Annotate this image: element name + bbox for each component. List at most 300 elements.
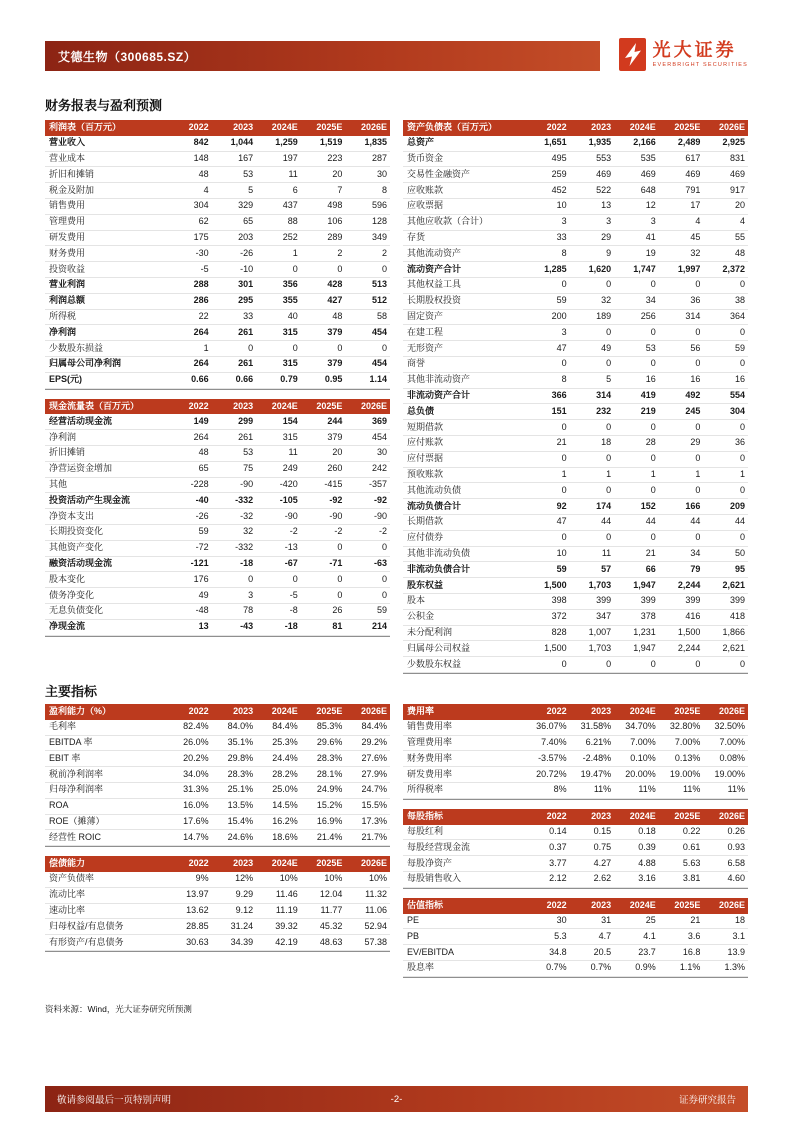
table-row	[45, 509, 390, 525]
cell-value: 0.9%	[635, 962, 656, 973]
cell-value: 1,620	[588, 263, 612, 274]
column-header: 2025E	[316, 706, 343, 716]
cell-value: 53	[645, 342, 656, 353]
cell-value: 223	[327, 153, 343, 164]
column-header: 2023	[233, 858, 254, 869]
row-label: EBITDA 率	[49, 737, 93, 748]
cell-value: 264	[193, 431, 209, 442]
cell-value: 24.7%	[361, 784, 387, 795]
row-label: 无形资产	[407, 342, 444, 353]
cell-value: 495	[551, 153, 567, 164]
cell-value: 419	[640, 390, 656, 401]
cell-value: -32	[240, 510, 254, 521]
cell-value: 14.5%	[272, 800, 298, 811]
cell-value: -121	[190, 558, 209, 569]
cell-value: 7	[337, 184, 343, 195]
cell-value: 0	[606, 279, 612, 290]
cell-value: 81	[332, 621, 343, 632]
cell-value: 1,703	[588, 642, 612, 653]
cell-value: 8	[381, 184, 387, 195]
row-label: 营业成本	[49, 153, 86, 164]
table-row	[45, 246, 390, 262]
cell-value: 260	[327, 463, 343, 474]
indicator-tables-section	[45, 704, 748, 978]
column-header: 2026E	[360, 400, 387, 411]
cell-value: 437	[282, 200, 298, 211]
cell-value: 0	[650, 358, 656, 369]
row-label: 股本变化	[49, 573, 86, 584]
cell-value: 174	[596, 500, 612, 511]
table-row	[403, 547, 748, 563]
cell-value: 9%	[195, 873, 209, 884]
table-row	[403, 961, 748, 977]
cell-value: 9.29	[235, 889, 254, 900]
row-label: 净利润	[49, 326, 77, 337]
cell-value: 16.2%	[272, 816, 298, 827]
cell-value: 11.32	[365, 889, 387, 900]
cell-value: 28.3%	[316, 752, 343, 763]
table-row	[45, 373, 390, 389]
cell-value: -90	[284, 510, 298, 521]
cell-value: -332	[235, 494, 254, 505]
cell-value: 31	[601, 915, 612, 926]
row-label: 投资活动产生现金流	[49, 494, 131, 505]
cell-value: 1,947	[633, 579, 656, 590]
row-label: 所得税率	[407, 784, 444, 795]
cell-value: 128	[371, 216, 387, 227]
cell-value: 0.66	[191, 374, 209, 385]
table-row	[403, 136, 748, 152]
table-row	[45, 215, 390, 231]
cell-value: 13	[198, 621, 209, 632]
table-row	[45, 557, 390, 573]
cell-value: 15.2%	[316, 800, 343, 811]
cell-value: 0	[561, 658, 567, 669]
row-label: 每股红利	[407, 826, 444, 837]
cell-value: -90	[373, 510, 387, 521]
solvency-table	[45, 856, 390, 952]
cell-value: 16	[734, 374, 745, 385]
cell-value: -92	[329, 494, 343, 505]
brand-logo	[619, 38, 748, 71]
cell-value: 5	[248, 184, 254, 195]
table-row	[45, 493, 390, 509]
cell-value: 2,244	[677, 579, 701, 590]
cell-value: 7.00%	[674, 737, 701, 748]
cell-value: 197	[282, 153, 298, 164]
table-row	[403, 562, 748, 578]
row-label: ROE（摊薄）	[49, 816, 105, 827]
cell-value: 3.16	[638, 873, 656, 884]
cell-value: 0	[695, 358, 701, 369]
cell-value: 13.9	[727, 946, 745, 957]
column-header: 2024E	[629, 706, 656, 716]
cell-value: 167	[238, 153, 254, 164]
row-label: 归属母公司净利润	[49, 358, 122, 369]
table-row	[45, 872, 390, 888]
cell-value: 20	[734, 200, 745, 211]
cell-value: 0	[739, 279, 745, 290]
cell-value: -30	[195, 247, 209, 258]
cell-value: -228	[190, 479, 209, 490]
table-header-row	[403, 120, 748, 136]
left-column	[45, 120, 390, 674]
table-row	[403, 231, 748, 247]
table-row	[45, 152, 390, 168]
cell-value: 200	[551, 311, 567, 322]
income-statement-table	[45, 120, 390, 390]
row-label: 研发费用	[49, 232, 86, 243]
cell-value: 314	[685, 311, 701, 322]
cell-value: 154	[282, 415, 298, 426]
cell-value: 35.1%	[227, 737, 254, 748]
cell-value: 82.4%	[183, 721, 209, 732]
cell-value: 16	[645, 374, 656, 385]
cell-value: 1.3%	[724, 962, 745, 973]
row-label: 毛利率	[49, 721, 77, 732]
cell-value: 0	[292, 342, 298, 353]
cell-value: 19.00%	[714, 768, 745, 779]
cell-value: 8	[561, 247, 567, 258]
cell-value: 0.39	[638, 841, 656, 852]
cell-value: 30	[556, 915, 567, 926]
column-header: 2025E	[316, 858, 343, 869]
row-label: 有形资产/有息债务	[49, 936, 124, 947]
cell-value: 245	[685, 405, 701, 416]
cell-value: 10	[556, 548, 567, 559]
table-row	[45, 919, 390, 935]
cell-value: 95	[734, 563, 745, 574]
table-row	[45, 446, 390, 462]
cell-value: 44	[690, 516, 701, 527]
cell-value: 9.12	[235, 905, 254, 916]
cell-value: 10	[556, 200, 567, 211]
cell-value: 14.7%	[183, 831, 209, 842]
cell-value: 0	[650, 326, 656, 337]
cell-value: 59	[376, 605, 387, 616]
cell-value: -67	[284, 558, 298, 569]
cell-value: 58	[376, 311, 387, 322]
cell-value: 10%	[279, 873, 298, 884]
row-label: 其他流动资产	[407, 247, 462, 258]
cell-value: 0.37	[549, 841, 567, 852]
table-row	[45, 136, 390, 152]
cell-value: 24.9%	[316, 784, 343, 795]
cell-value: 21	[645, 548, 656, 559]
cell-value: 0	[292, 573, 298, 584]
row-label: 其他权益工具	[407, 279, 462, 290]
cell-value: 513	[371, 279, 387, 290]
table-row	[403, 167, 748, 183]
cell-value: 53	[243, 447, 254, 458]
table-row	[45, 751, 390, 767]
cell-value: 32.80%	[669, 721, 701, 732]
table-row	[403, 468, 748, 484]
row-label: 应付账款	[407, 437, 444, 448]
cell-value: 29	[690, 437, 701, 448]
table-row	[403, 929, 748, 945]
cell-value: 244	[327, 415, 343, 426]
cell-value: 1,500	[544, 579, 567, 590]
table-header-row	[45, 856, 390, 872]
cell-value: 6.58	[727, 857, 745, 868]
row-label: 营业利润	[49, 279, 86, 290]
table-row	[45, 767, 390, 783]
cell-value: -26	[195, 510, 209, 521]
row-label: 预收账款	[407, 469, 444, 480]
cell-value: 366	[551, 390, 567, 401]
cell-value: 32	[690, 247, 701, 258]
cell-value: 209	[729, 500, 745, 511]
cell-value: 0	[381, 573, 387, 584]
cell-value: 0	[650, 421, 656, 432]
table-row	[403, 357, 748, 373]
cell-value: 1,044	[230, 137, 254, 148]
cell-value: 25.3%	[272, 737, 298, 748]
table-title: 资产负债表（百万元）	[407, 122, 498, 132]
table-row	[403, 499, 748, 515]
cell-value: 189	[596, 311, 612, 322]
cell-value: 3.6	[687, 930, 701, 941]
cell-value: 0	[606, 421, 612, 432]
cell-value: 9	[606, 247, 612, 258]
cell-value: 0	[381, 342, 387, 353]
row-label: 归母权益/有息债务	[49, 920, 124, 931]
cell-value: 30	[376, 447, 387, 458]
cell-value: 175	[193, 232, 209, 243]
cell-value: 40	[287, 311, 298, 322]
table-row	[403, 736, 748, 752]
cell-value: 48	[198, 168, 209, 179]
cell-value: 149	[193, 415, 209, 426]
cell-value: -48	[195, 605, 209, 616]
per-share-table	[403, 809, 748, 889]
cell-value: 13.97	[186, 889, 209, 900]
cell-value: 454	[371, 358, 387, 369]
cell-value: 13.5%	[227, 800, 254, 811]
cell-value: 0	[381, 542, 387, 553]
cell-value: 17.3%	[361, 816, 387, 827]
row-label: 管理费用率	[407, 737, 453, 748]
cell-value: 0.13%	[674, 752, 701, 763]
cell-value: 0.10%	[630, 752, 656, 763]
row-label: 所得税	[49, 311, 77, 322]
cell-value: 0	[650, 279, 656, 290]
cell-value: 152	[640, 500, 656, 511]
cell-value: 27.6%	[361, 752, 387, 763]
row-label: 折旧和摊销	[49, 168, 95, 179]
table-row	[403, 657, 748, 673]
cell-value: 0	[739, 658, 745, 669]
row-label: EBIT 率	[49, 752, 81, 763]
brand-text	[653, 41, 748, 69]
column-header: 2023	[591, 706, 612, 716]
cell-value: -26	[240, 247, 254, 258]
cell-value: 315	[282, 431, 298, 442]
table-row	[45, 294, 390, 310]
cell-value: 3	[561, 326, 567, 337]
cell-value: 39.32	[275, 920, 298, 931]
column-header: 2026E	[360, 706, 387, 716]
row-label: 其他应收款（合计）	[407, 216, 489, 227]
cell-value: 16.0%	[183, 800, 209, 811]
cell-value: 25.1%	[227, 784, 254, 795]
cell-value: 492	[685, 390, 701, 401]
cell-value: -2	[289, 526, 298, 537]
cell-value: 399	[640, 595, 656, 606]
cell-value: 329	[238, 200, 254, 211]
cell-value: 16.8	[682, 946, 701, 957]
cell-value: 0	[337, 542, 343, 553]
cell-value: 24.4%	[272, 752, 298, 763]
cell-value: 418	[729, 611, 745, 622]
cell-value: 7.00%	[719, 737, 745, 748]
cell-value: 49	[601, 342, 612, 353]
table-row	[45, 357, 390, 373]
table-row	[403, 767, 748, 783]
cell-value: 553	[596, 153, 612, 164]
cell-value: 52.94	[364, 920, 387, 931]
cell-value: 11%	[727, 784, 745, 795]
table-row	[403, 404, 748, 420]
cell-value: 261	[238, 431, 254, 442]
cell-value: 50	[734, 548, 745, 559]
column-header: 2022	[188, 706, 209, 716]
row-label: 经营性 ROIC	[49, 831, 102, 842]
cell-value: 65	[198, 463, 209, 474]
column-header: 2023	[233, 122, 254, 132]
cell-value: -415	[324, 479, 343, 490]
balance-sheet-table	[403, 120, 748, 674]
cell-value: 21.4%	[316, 831, 343, 842]
cell-value: 1	[606, 469, 612, 480]
cell-value: 416	[685, 611, 701, 622]
cell-value: 4.27	[593, 857, 612, 868]
cell-value: 596	[371, 200, 387, 211]
row-label: 每股净资产	[407, 857, 453, 868]
column-header: 2023	[233, 706, 254, 716]
cell-value: 1,703	[588, 579, 612, 590]
column-header: 2023	[233, 400, 254, 411]
cell-value: 20.00%	[625, 768, 656, 779]
column-header: 2022	[188, 122, 209, 132]
cell-value: 31.24	[230, 920, 254, 931]
cell-value: 45	[690, 232, 701, 243]
cell-value: 15.5%	[361, 800, 387, 811]
table-row	[45, 541, 390, 557]
cell-value: 5.63	[682, 857, 701, 868]
table-row	[45, 888, 390, 904]
cell-value: 0	[337, 263, 343, 274]
cell-value: 831	[729, 153, 745, 164]
table-row	[45, 830, 390, 846]
cell-value: 8%	[553, 784, 567, 795]
cell-value: 0	[561, 532, 567, 543]
row-label: 归属母公司权益	[407, 642, 471, 653]
table-row	[45, 278, 390, 294]
cell-value: 29.2%	[361, 737, 387, 748]
table-row	[403, 751, 748, 767]
cell-value: 299	[238, 415, 254, 426]
row-label: 少数股东权益	[407, 658, 462, 669]
row-label: 商誉	[407, 358, 426, 369]
row-label: 非流动负债合计	[407, 563, 471, 574]
cell-value: 0.18	[638, 826, 656, 837]
column-header: 2022	[188, 400, 209, 411]
row-label: 流动比率	[49, 889, 86, 900]
cell-value: 34	[690, 548, 701, 559]
cell-value: 11.06	[365, 905, 387, 916]
cell-value: 57.38	[364, 936, 387, 947]
row-label: ROA	[49, 800, 69, 811]
cell-value: 20.72%	[536, 768, 567, 779]
cell-value: 289	[327, 232, 343, 243]
cell-value: 1,947	[633, 642, 656, 653]
table-row	[403, 452, 748, 468]
table-row	[45, 620, 390, 636]
row-label: 流动负债合计	[407, 500, 462, 511]
cell-value: 48	[332, 311, 343, 322]
table-row	[45, 935, 390, 951]
table-row	[403, 325, 748, 341]
cell-value: 0.22	[682, 826, 701, 837]
cell-value: 34.39	[230, 936, 254, 947]
cell-value: 0	[695, 279, 701, 290]
table-title: 利润表（百万元）	[49, 122, 122, 132]
cell-value: 19.00%	[669, 768, 701, 779]
column-header: 2026E	[718, 899, 745, 910]
cell-value: 13.62	[186, 905, 209, 916]
right-column-indicators	[403, 704, 748, 978]
row-label: 管理费用	[49, 216, 86, 227]
cell-value: 4.88	[638, 857, 656, 868]
cell-value: -2	[378, 526, 387, 537]
cell-value: 29.6%	[316, 737, 343, 748]
column-header: 2024E	[629, 122, 656, 132]
column-header: 2022	[546, 706, 567, 716]
cell-value: -63	[373, 558, 387, 569]
table-row	[45, 167, 390, 183]
cell-value: 84.0%	[227, 721, 254, 732]
cell-value: 22	[198, 311, 209, 322]
cell-value: 0.93	[727, 841, 745, 852]
cell-value: 315	[282, 358, 298, 369]
cell-value: 261	[238, 358, 254, 369]
cell-value: 85.3%	[316, 721, 343, 732]
cell-value: 287	[371, 153, 387, 164]
cell-value: 372	[551, 611, 567, 622]
cell-value: 469	[685, 168, 701, 179]
cell-value: 0	[606, 658, 612, 669]
cell-value: 8	[561, 374, 567, 385]
row-label: 速动比率	[49, 905, 86, 916]
cell-value: -72	[195, 542, 209, 553]
cell-value: 44	[734, 516, 745, 527]
cell-value: 347	[596, 611, 612, 622]
column-header: 2024E	[271, 400, 298, 411]
row-label: 其他非流动负债	[407, 548, 471, 559]
cell-value: 36	[690, 295, 701, 306]
row-label: 总负债	[407, 405, 435, 416]
cell-value: 24.6%	[227, 831, 254, 842]
footer-report-type: 证券研究报告	[678, 1095, 736, 1106]
cell-value: 53	[243, 168, 254, 179]
cell-value: 0	[381, 589, 387, 600]
table-row	[403, 783, 748, 799]
row-label: 债务净变化	[49, 589, 95, 600]
row-label: PB	[407, 930, 420, 941]
table-row	[403, 825, 748, 841]
